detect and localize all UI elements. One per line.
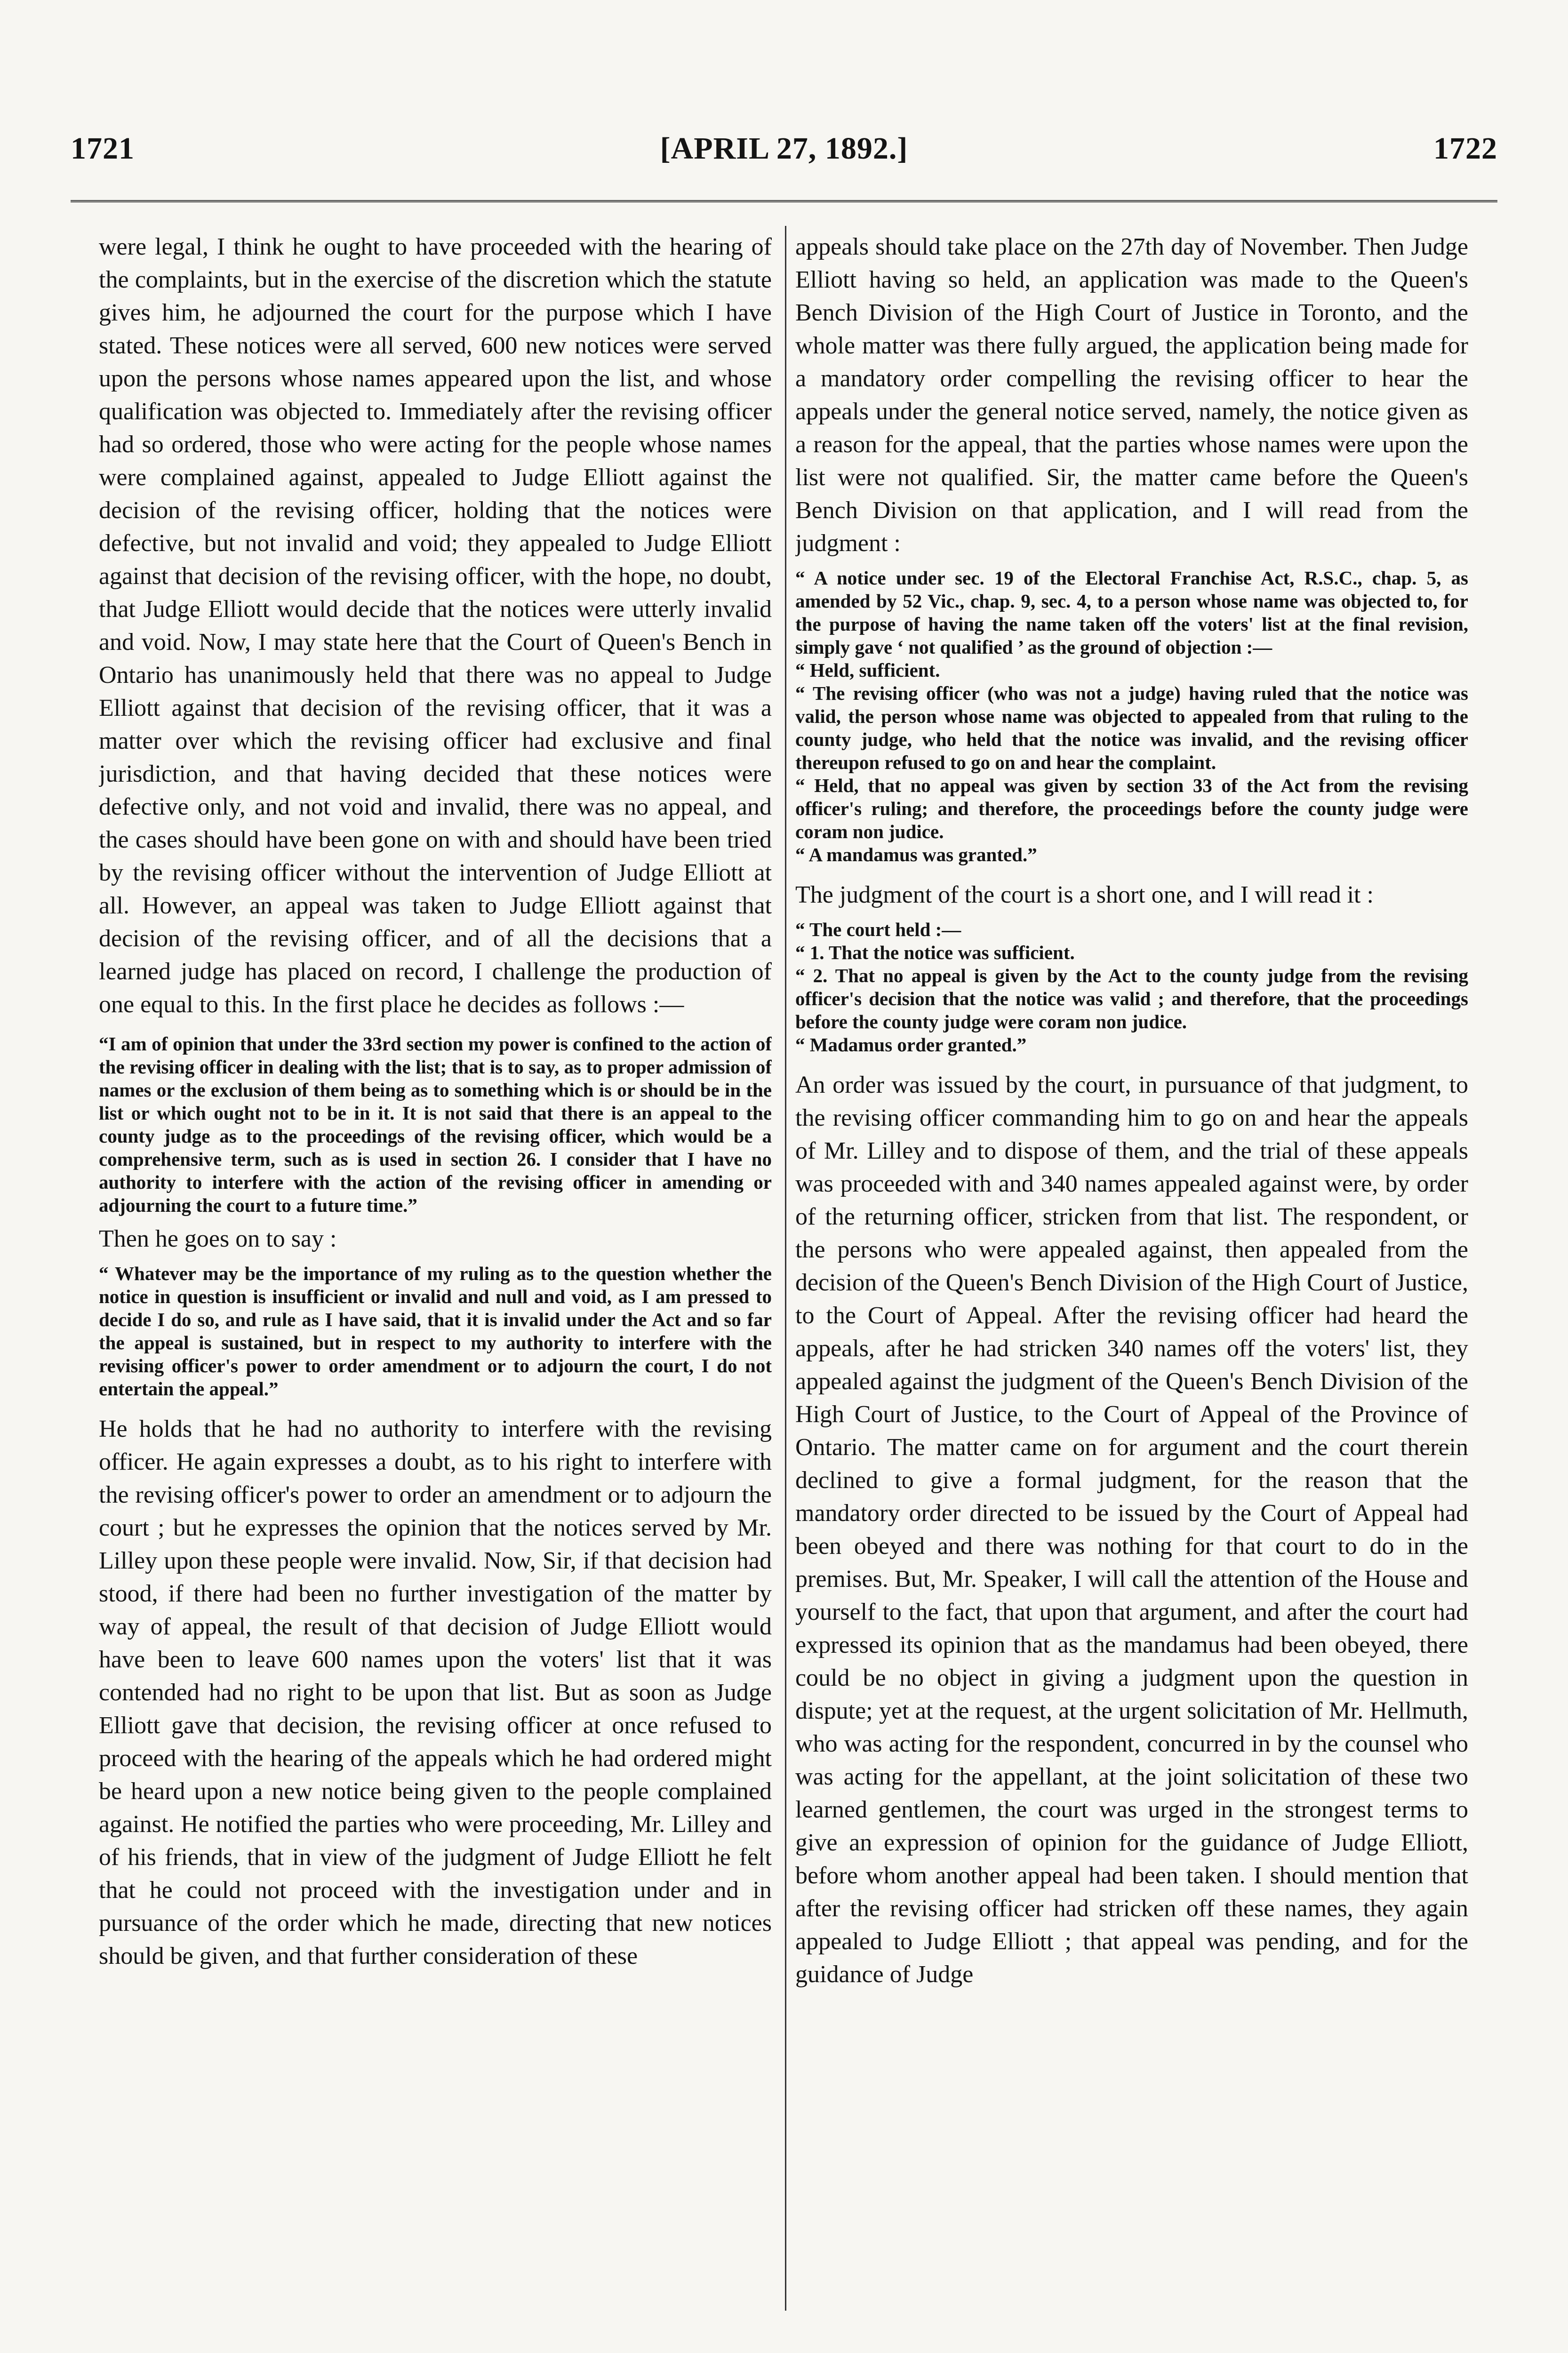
right-page-number: 1722 <box>1433 131 1497 166</box>
left-page-number: 1721 <box>71 131 135 166</box>
page-header <box>71 131 1497 178</box>
paragraph: An order was issued by the court, in pursuance of that judgment, to the revising officer commanding him to go on and hear the appeals of Mr. Lilley and to dispose of them, and the trial of these appeals was proceeded with and 340 names appealed against were, by order of the returning officer, stricken from that list. The respondent, or the persons who were appealed against, then appealed from the decision of the Queen's Bench Division of the High Court of Justice, to the Court of Appeal. After the revising officer had heard the appeals, after he had stricken 340 names off the voters' list, they appealed against the judgment of the Queen's Bench Division of the High Court of Justice, to the Court of Appeal of the Province of Ontario. The matter came on for argument and the court therein declined to give a formal judgment, for the reason that the mandatory order directed to be issued by the Court of Appeal had been obeyed and there was nothing for that court to do in the premises. But, Mr. Speaker, I will call the attention of the House and yourself to the fact, that upon that argument, and after the court had expressed its opinion that as the mandamus had been obeyed, there could be no object in giving a judgment upon the question in dispute; yet at the request, at the urgent solicitation of Mr. Hellmuth, who was acting for the respondent, concurred in by the counsel who was acting for the appellant, at the joint solicitation of these two learned gentlemen, the court was urged in the strongest terms to give an expression of opinion for the guidance of Judge Elliott, before whom another appeal had been taken. I should mention that after the revising officer had stricken off these names, they again appealed to Judge Elliott ; that appeal was pending, and for the guidance of Judge <box>795 1072 1468 1988</box>
quotation: “ Held, sufficient. <box>795 659 940 681</box>
header-rule <box>71 200 1497 202</box>
paragraph: were legal, I think he ought to have proceeded with the hearing of the complaints, but in the exercise of the discretion which the statute gives him, he adjourned the court for the purpose which I have stated. These notices were all served, 600 new notices were served upon the persons whose names appeared upon the list, and whose qualification was objected to. Immediately after the revising officer had so ordered, those who were acting for the people whose names were complained against, appealed to Judge Elliott against the decision of the revising officer, holding that the notices were defective, but not invalid and void; they appealed to Judge Elliott against that decision of the revising officer, with the hope, no doubt, that Judge Elliott would decide that the notices were utterly invalid and void. Now, I may state here that the Court of Queen's Bench in Ontario has unanimously held that there was no appeal to Judge Elliott against that decision of the revising officer, that it was a matter over which the revising officer had exclusive and final jurisdiction, and that having decided that these notices were defective only, and not void and invalid, there was no appeal, and the cases should have been gone on with and should have been tried by the revising officer without the intervention of Judge Elliott at all. However, an appeal was taken to Judge Elliott against that decision of the revising officer, and of all the decisions that a learned judge has placed on record, I challenge the production of one equal to this. In the first place he decides as follows :— <box>99 233 772 1018</box>
quotation: “ A notice under sec. 19 of the Electoral Franchise Act, R.S.C., chap. 5, as amended by 52 Vic., chap. 9, sec. 4, to a person whose name was objected to, for the purpose of having the name taken off the voters' list at the final revision, simply gave ‘ not qualified ’ as the ground of objection :— <box>795 567 1468 658</box>
quotation: “ Held, that no appeal was given by section 33 of the Act from the revising officer's ruling; and therefore, the proceedings before the county judge were coram non judice. <box>795 775 1468 842</box>
left-column <box>99 231 772 1973</box>
quotation: “I am of opinion that under the 33rd section my power is confined to the action of the revising officer in dealing with the list; that is to say, as to proper admission of names or the exclusion of them being as to something which is or should be in the list or which ought not to be in it. It is not said that there is an appeal to the county judge as to the proceedings of the revising officer, which would be a comprehensive term, such as is used in section 26. I consider that I have no authority to interfere with the action of the revising officer in amending or adjourning the court to a future time.” <box>99 1033 772 1216</box>
quotation: “ The court held :— <box>795 919 961 940</box>
quotation: “ 2. That no appeal is given by the Act to the county judge from the revising officer's decision that the notice was valid ; and therefore, that the proceedings before the county judge were coram non judice. <box>795 965 1468 1032</box>
paragraph: Then he goes on to say : <box>99 1225 337 1252</box>
column-divider <box>785 226 786 2311</box>
paragraph: appeals should take place on the 27th day of November. Then Judge Elliott having so held, an application was made to the Queen's Bench Division of the High Court of Justice in Toronto, and the whole matter was there fully argued, the application being made for a mandatory order compelling the revising officer to hear the appeals under the general notice served, namely, the notice given as a reason for the appeal, that the parties whose names were upon the list were not qualified. Sir, the matter came before the Queen's Bench Division on that application, and I will read from the judgment : <box>795 233 1468 557</box>
quotation: “ A mandamus was granted.” <box>795 844 1037 865</box>
quotation: “ Madamus order granted.” <box>795 1034 1027 1056</box>
paragraph: He holds that he had no authority to interfere with the revising officer. He again expresses a doubt, as to his right to interfere with the revising officer's power to order an amendment or to adjourn the court ; but he expresses the opinion that the notices served by Mr. Lilley upon these people were invalid. Now, Sir, if that decision had stood, if there had been no further investigation of the matter by way of appeal, the result of that decision of Judge Elliott would have been to leave 600 names upon the voters' list that it was contended had no right to be upon that list. But as soon as Judge Elliott gave that decision, the revising officer at once refused to proceed with the hearing of the appeals which he had ordered might be heard upon a new notice being given to the people complained against. He notified the parties who were proceeding, Mr. Lilley and of his friends, that in view of the judgment of Judge Elliott he felt that he could not proceed with the investigation under and in pursuance of the order which he made, directing that new notices should be given, and that further consideration of these <box>99 1416 772 1969</box>
quotation: “ 1. That the notice was sufficient. <box>795 942 1075 963</box>
paragraph: The judgment of the court is a short one, and I will read it : <box>795 881 1374 908</box>
quotation: “ Whatever may be the importance of my ruling as to the question whether the notice in question is insufficient or invalid and null and void, as I am pressed to decide I do so, and rule as I have said, that it is invalid under the Act and so far the appeal is sustained, but in respect to my authority to interfere with the revising officer's power to order amendment or to adjourn the court, I do not entertain the appeal.” <box>99 1263 772 1400</box>
right-column <box>795 231 1468 1991</box>
header-date: [APRIL 27, 1892.] <box>660 131 908 166</box>
quotation: “ The revising officer (who was not a judge) having ruled that the notice was valid, the person whose name was objected to appealed from that ruling to the county judge, who held that the notice was invalid, and the revising officer thereupon refused to go on and hear the complaint. <box>795 682 1468 773</box>
